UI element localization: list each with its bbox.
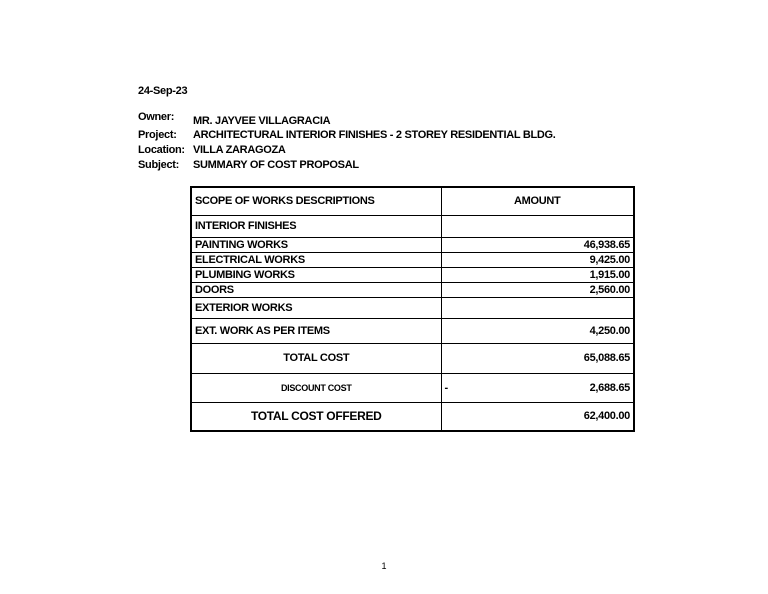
project-label: Project: [138, 129, 177, 141]
column-header-amount: AMOUNT [441, 187, 634, 215]
total-cost-offered-amount: 62,400.00 [441, 402, 634, 431]
total-row [191, 343, 634, 373]
total-cost-label: TOTAL COST [191, 343, 441, 373]
item-description: PAINTING WORKS [191, 237, 441, 252]
item-amount: 2,560.00 [441, 282, 634, 297]
discount-sign: - [444, 381, 448, 394]
discount-amount-cell [441, 373, 634, 402]
empty-cell [441, 297, 634, 318]
table-row [191, 267, 634, 282]
item-description: EXT. WORK AS PER ITEMS [191, 318, 441, 343]
document-date: 24-Sep-23 [138, 85, 188, 97]
subject-row [138, 159, 359, 171]
column-header-description: SCOPE OF WORKS DESCRIPTIONS [191, 187, 441, 215]
location-label: Location: [138, 144, 185, 156]
total-cost-offered-label: TOTAL COST OFFERED [191, 402, 441, 431]
location-row [138, 144, 286, 156]
owner-value: MR. JAYVEE VILLAGRACIA [193, 115, 331, 127]
subject-value: SUMMARY OF COST PROPOSAL [193, 159, 359, 171]
item-description: ELECTRICAL WORKS [191, 252, 441, 267]
page-number: 1 [381, 561, 387, 571]
empty-cell [441, 215, 634, 237]
location-value: VILLA ZARAGOZA [193, 144, 286, 156]
item-amount: 9,425.00 [441, 252, 634, 267]
offered-row [191, 402, 634, 431]
discount-cost-amount: 2,688.65 [589, 381, 630, 394]
section-row-exterior [191, 297, 634, 318]
table-row [191, 318, 634, 343]
owner-label: Owner: [138, 111, 175, 123]
section-heading-exterior: EXTERIOR WORKS [191, 297, 441, 318]
project-row [138, 129, 556, 141]
subject-label: Subject: [138, 159, 179, 171]
cost-summary-table [190, 186, 635, 432]
project-value: ARCHITECTURAL INTERIOR FINISHES - 2 STOREY RESIDENTIAL BLDG. [193, 129, 556, 141]
table-row [191, 252, 634, 267]
section-row-interior [191, 215, 634, 237]
total-cost-amount: 65,088.65 [441, 343, 634, 373]
item-description: PLUMBING WORKS [191, 267, 441, 282]
section-heading-interior: INTERIOR FINISHES [191, 215, 441, 237]
discount-row [191, 373, 634, 402]
owner-row [138, 111, 331, 127]
table-row [191, 237, 634, 252]
item-amount: 1,915.00 [441, 267, 634, 282]
table-header-row [191, 187, 634, 215]
item-amount: 46,938.65 [441, 237, 634, 252]
table-row [191, 282, 634, 297]
item-description: DOORS [191, 282, 441, 297]
item-amount: 4,250.00 [441, 318, 634, 343]
discount-cost-label: DISCOUNT COST [191, 373, 441, 402]
